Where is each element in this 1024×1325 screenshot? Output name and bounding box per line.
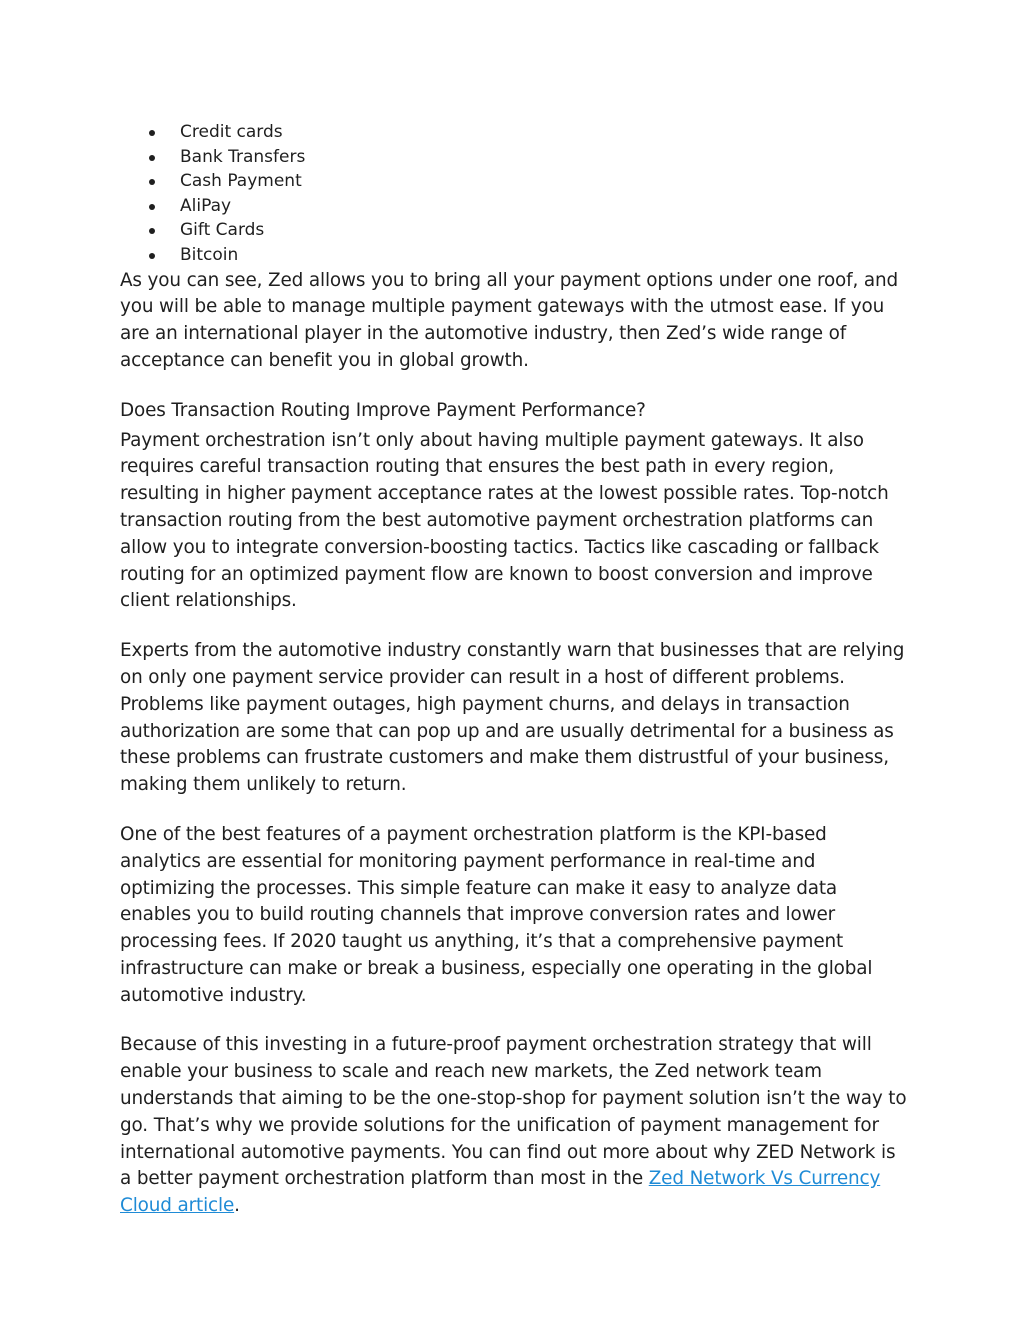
list-item-label: Gift Cards xyxy=(180,220,265,241)
section-heading: Does Transaction Routing Improve Payment Performance? xyxy=(120,399,646,421)
list-item-label: Bank Transfers xyxy=(180,146,306,167)
analytics-paragraph: One of the best features of a payment orchestration platform is the KPI-based analytics are essential for monitoring payment performance in real-time and optimizing the processes. This simple feature can make it easy to analyze data enables you to build routing channels that improve conversion rates and lower processing fees. If 2020 taught us anything, it’s that a comprehensive payment infrastructure can make or break a business, especially one operating in the global automotive industry. xyxy=(120,823,873,1006)
list-item xyxy=(120,243,910,268)
experts-paragraph: Experts from the automotive industry constantly warn that businesses that are relying on only one payment service provider can result in a host of different problems. Problems like payment outages, high payment churns, and delays in transaction authorization are some that can pop up and are usually detrimental for a business as these problems can frustrate customers and make them distrustful of your business, making them unlikely to return. xyxy=(120,640,905,796)
bullet-icon xyxy=(149,130,155,136)
list-item-label: Cash Payment xyxy=(180,171,302,192)
bullet-icon xyxy=(149,155,155,161)
routing-paragraph: Payment orchestration isn’t only about having multiple payment gateways. It also requires careful transaction routing that ensures the best path in every region, resulting in higher payment acceptance rates at the lowest possible rates. Top-notch transaction routing from the best automotive payment orchestration platforms can allow you to integrate conversion-boosting tactics. Tactics like cascading or fallback routing for an optimized payment flow are known to boost conversion and improve client relationships. xyxy=(120,429,889,612)
bullet-icon xyxy=(149,228,155,234)
document-page xyxy=(120,120,910,1220)
closing-period: . xyxy=(234,1195,240,1217)
bullet-icon xyxy=(149,179,155,185)
list-item xyxy=(120,194,910,219)
closing-paragraph-text: Because of this investing in a future-proof payment orchestration strategy that will enable your business to scale and reach new markets, the Zed network team understands that aiming to be the one-stop-shop for payment solution isn’t the way to go. That’s why we provide solutions for the unification of payment management for international automotive payments. You can find out more about why ZED Network is a better payment orchestration platform than most in the xyxy=(120,1034,907,1190)
list-item-label: AliPay xyxy=(180,195,232,216)
bullet-icon xyxy=(149,204,155,210)
list-item-label: Bitcoin xyxy=(180,244,239,265)
bullet-icon xyxy=(149,253,155,259)
list-item-label: Credit cards xyxy=(180,122,283,142)
list-item xyxy=(120,145,910,170)
payment-options-list xyxy=(120,120,910,268)
list-item xyxy=(120,218,910,243)
intro-paragraph: As you can see, Zed allows you to bring all your payment options under one roof, and you will be able to manage multiple payment gateways with the utmost ease. If you are an international player in the automotive industry, then Zed’s wide range of acceptance can benefit you in global growth. xyxy=(120,269,899,371)
list-item xyxy=(120,169,910,194)
list-item xyxy=(120,120,910,145)
currency-cloud-article-link[interactable]: Zed Network Vs Currency Cloud article xyxy=(120,1168,881,1217)
closing-paragraph xyxy=(120,1032,910,1220)
